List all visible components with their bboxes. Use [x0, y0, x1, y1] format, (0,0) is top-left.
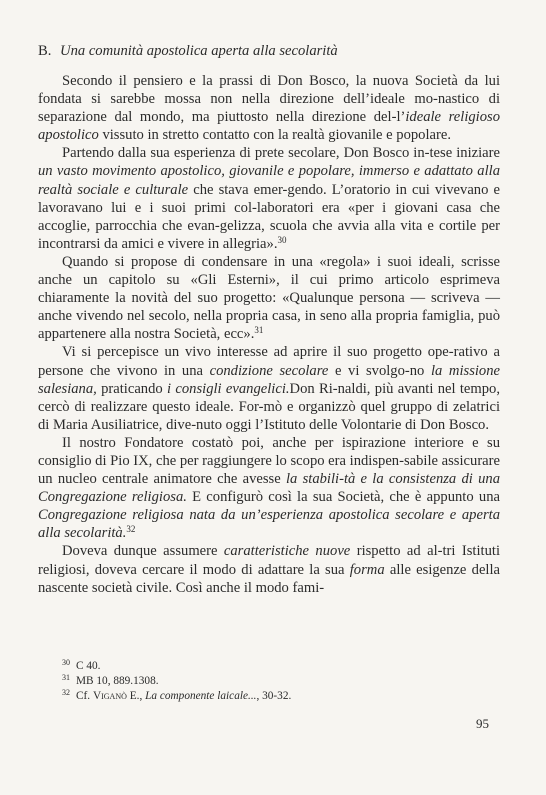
text-run: Partendo dalla sua esperienza di prete secolare, Don Bosco in-tese iniziare: [62, 145, 500, 162]
text-run: , 30-32.: [256, 690, 292, 702]
text-run: Don Ri-naldi, più avanti nel tempo, cercò di realizzare questo ideale. For-mò e organizzò quel gruppo di zelatrici di Maria Ausiliatrice, dive-nuto oggi l’Istituto delle Volontarie di Don Bosco.: [38, 380, 500, 433]
text-run: C 40.: [76, 660, 101, 672]
emphasis-text: ideale religioso apostolico: [38, 109, 500, 144]
emphasis-text: un vasto movimento apostolico, giovanile e popolare, immerso e adattato alla realtà sociale e culturale: [38, 163, 500, 198]
emphasis-text: caratteristiche nuove: [223, 543, 351, 560]
text-run: praticando: [96, 380, 168, 397]
text-run: Doveva dunque assumere: [62, 543, 224, 560]
paragraph: [38, 343, 500, 433]
paragraph: [38, 542, 500, 596]
paragraph: [38, 72, 500, 144]
text-run: che stava emer-gendo. L’oratorio in cui vivevano e lavoravano lui e i suoi primi col-laboratori era «per i giovani casa che accoglie, parrocchia che evan-gelizza, scuola che avvia alla vita e cortile per incontrarsi da amici e vivere in allegria».: [38, 181, 500, 252]
footnote: [62, 674, 492, 689]
footnote-ref: 31: [254, 325, 264, 336]
paragraph: [38, 253, 500, 343]
section-letter: B.: [38, 43, 52, 59]
text-run: ,: [139, 690, 146, 702]
text-run: Secondo il pensiero e la prassi di Don Bosco, la nuova Società da lui fondata si sarebbe mossa non nella direzione dell’ideale mo-nastico di separazione dal mondo, ma piuttosto nella direzione del-l’: [38, 73, 500, 126]
emphasis-text: i consigli evangelici.: [167, 380, 290, 397]
emphasis-text: La componente laicale...: [145, 690, 257, 702]
emphasis-text: forma: [349, 561, 385, 578]
page-number: 95: [476, 716, 489, 731]
text-run: Vi si percepisce un vivo interesse ad aprire il suo progetto ope-rativo a persone che vivono in una: [38, 344, 500, 379]
footnote-ref: 32: [126, 524, 136, 535]
footnotes: [62, 659, 492, 704]
paragraph: [38, 434, 500, 543]
footnote-ref: 30: [277, 234, 287, 245]
page-body: [38, 42, 500, 597]
paragraph: [38, 144, 500, 253]
footnote-ref: 32: [62, 688, 70, 697]
text-run: vissuto in stretto contatto con la realtà giovanile e popolare.: [98, 127, 451, 144]
text-run: Quando si propose di condensare in una «regola» i suoi ideali, scrisse anche un capitolo su «Gli Esterni», il cui primo articolo esprimeva chiaramente la novità del suo progetto: «Qualunque persona — scriveva — anche vivendo nel secolo, nella propria casa, in seno alla propria famiglia, può appartenere alla nostra Società, ecc».: [38, 253, 500, 343]
body-text: [38, 72, 500, 597]
text-run: Cf.: [76, 690, 93, 702]
text-run: E configurò così la sua Società, che è appunto una: [186, 489, 500, 506]
text-run: MB 10, 889.1308.: [76, 675, 159, 687]
emphasis-text: condizione secolare: [209, 362, 329, 379]
text-run: rispetto ad al-tri Istituti religiosi, doveva cercare il modo di adattare la sua: [38, 543, 500, 578]
footnote: [62, 659, 492, 674]
text-run: e vi svolgo-no: [328, 362, 431, 379]
emphasis-text: la missione salesiana,: [38, 362, 500, 397]
footnote: [62, 689, 492, 704]
emphasis-text: la stabili-tà e la consistenza di una Congregazione religiosa.: [38, 471, 500, 506]
text-run: Il nostro Fondatore costatò poi, anche per ispirazione interiore e su consiglio di Pio IX, che per raggiungere lo scopo era indispen-sabile assicurare un nucleo centrale animatore che avesse: [38, 434, 500, 488]
footnote-ref: 30: [62, 658, 70, 667]
text-run: Viganò E.: [92, 690, 140, 702]
text-run: alle esigenze della nascente società civile. Così anche il modo fami-: [38, 561, 501, 596]
section-title: Una comunità apostolica aperta alla secolarità: [60, 43, 338, 59]
footnote-ref: 31: [62, 673, 70, 682]
section-heading: [38, 42, 500, 61]
emphasis-text: Congregazione religiosa nata da un’esperienza apostolica secolare e aperta alla secolarità.: [38, 507, 500, 542]
